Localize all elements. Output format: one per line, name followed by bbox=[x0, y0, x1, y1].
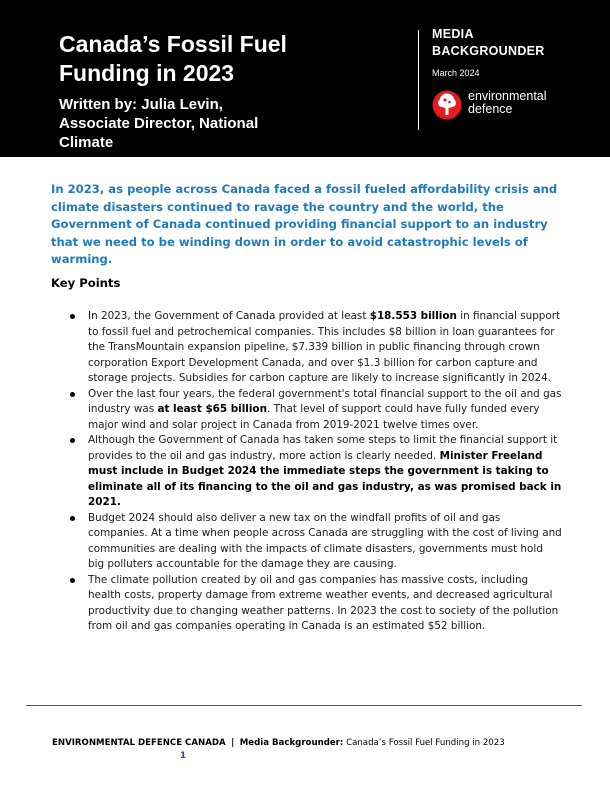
key-points-list bbox=[70, 309, 562, 635]
key-point-3 bbox=[70, 433, 562, 511]
author-line-2: Associate Director, National bbox=[59, 115, 259, 132]
bullet-icon bbox=[70, 392, 75, 397]
key-point-5-text: The climate pollution created by oil and gas companies has massive costs, including health costs, property damage from extreme weather events, and decreased agricultural productivity due to changing weather patterns. In 2023 the cost to society of the pollution from oil and gas companies operating in Canada is an estimated $52 billion. bbox=[88, 573, 559, 632]
footer-org: ENVIRONMENTAL DEFENCE CANADA bbox=[52, 738, 226, 748]
environmental-defence-logo bbox=[432, 88, 572, 122]
author-byline bbox=[59, 95, 379, 152]
intro-summary: In 2023, as people across Canada faced a fossil fueled affordability crisis and climate disasters continued to ravage the country and the world, the Government of Canada continued providing financial support to an industry that we need to be winding down in order to avoid catastrophic levels of warming. bbox=[51, 182, 558, 267]
header-banner bbox=[0, 0, 610, 157]
tree-logo-icon bbox=[432, 90, 462, 120]
document-type bbox=[432, 26, 545, 60]
bullet-icon bbox=[70, 578, 75, 583]
page-number: 1 bbox=[180, 751, 186, 761]
document-title bbox=[59, 30, 379, 88]
page-footer bbox=[52, 738, 505, 748]
footer-doc-title: Canada’s Fossil Fuel Funding in 2023 bbox=[346, 738, 505, 748]
doc-type-line-1: MEDIA bbox=[432, 27, 474, 41]
logo-line-1: environmental bbox=[468, 89, 547, 103]
key-point-4-text: Budget 2024 should also deliver a new tax on the windfall profits of oil and gas companies. At a time when people across Canada are struggling with the cost of living and communities are dealing with the impacts of climate disasters, governments must hold big polluters accountable for the damage they are causing. bbox=[88, 511, 562, 570]
bullet-icon bbox=[70, 516, 75, 521]
bullet-icon bbox=[70, 314, 75, 319]
key-points-heading: Key Points bbox=[51, 276, 121, 290]
key-point-3-bold: Minister Freeland must include in Budget 2024 the immediate steps the government is taking to eliminate all of its financing to the oil and gas industry, as was promised back in 2021. bbox=[88, 449, 562, 508]
author-line-3: Climate bbox=[59, 134, 114, 151]
doc-type-line-2: BACKGROUNDER bbox=[432, 44, 545, 58]
publication-date: March 2024 bbox=[432, 68, 480, 78]
key-point-1-bold: $18.553 billion bbox=[369, 310, 457, 322]
key-point-4 bbox=[70, 511, 562, 573]
bullet-icon bbox=[70, 438, 75, 443]
key-point-3-pre: Although the Government of Canada has taken some steps to limit the financial support it provides to the oil and gas industry, more action is clearly needed. bbox=[88, 434, 558, 462]
footer-divider bbox=[26, 705, 582, 706]
title-line-2: Funding in 2023 bbox=[59, 60, 235, 86]
footer-separator: | bbox=[231, 738, 235, 748]
key-point-2-post: . That level of support could have fully funded every major wind and solar project in Canada from 2019-2021 twelve times over. bbox=[88, 403, 540, 431]
key-point-5 bbox=[70, 573, 562, 635]
key-point-2-bold: at least $65 billion bbox=[157, 403, 267, 415]
key-point-2-pre: Over the last four years, the federal government's total financial support to the oil and gas industry was bbox=[88, 387, 562, 415]
header-divider bbox=[418, 30, 419, 130]
author-line-1: Written by: Julia Levin, bbox=[59, 96, 223, 113]
logo-wordmark bbox=[468, 90, 547, 116]
key-point-1 bbox=[70, 309, 562, 387]
key-point-1-post: in financial support to fossil fuel and petrochemical companies. This includes $8 billion in loan guarantees for the TransMountain expansion pipeline, $7.339 billion in public financing through crown corporation Export Development Canada, and over $1.3 billion for carbon capture and storage projects. Subsidies for carbon capture are likely to increase significantly in 2024. bbox=[88, 310, 561, 384]
footer-label: Media Backgrounder: bbox=[239, 738, 344, 748]
logo-line-2: defence bbox=[468, 102, 513, 116]
key-point-1-pre: In 2023, the Government of Canada provided at least bbox=[88, 310, 370, 322]
key-point-2 bbox=[70, 387, 562, 434]
title-line-1: Canada’s Fossil Fuel bbox=[59, 31, 287, 57]
